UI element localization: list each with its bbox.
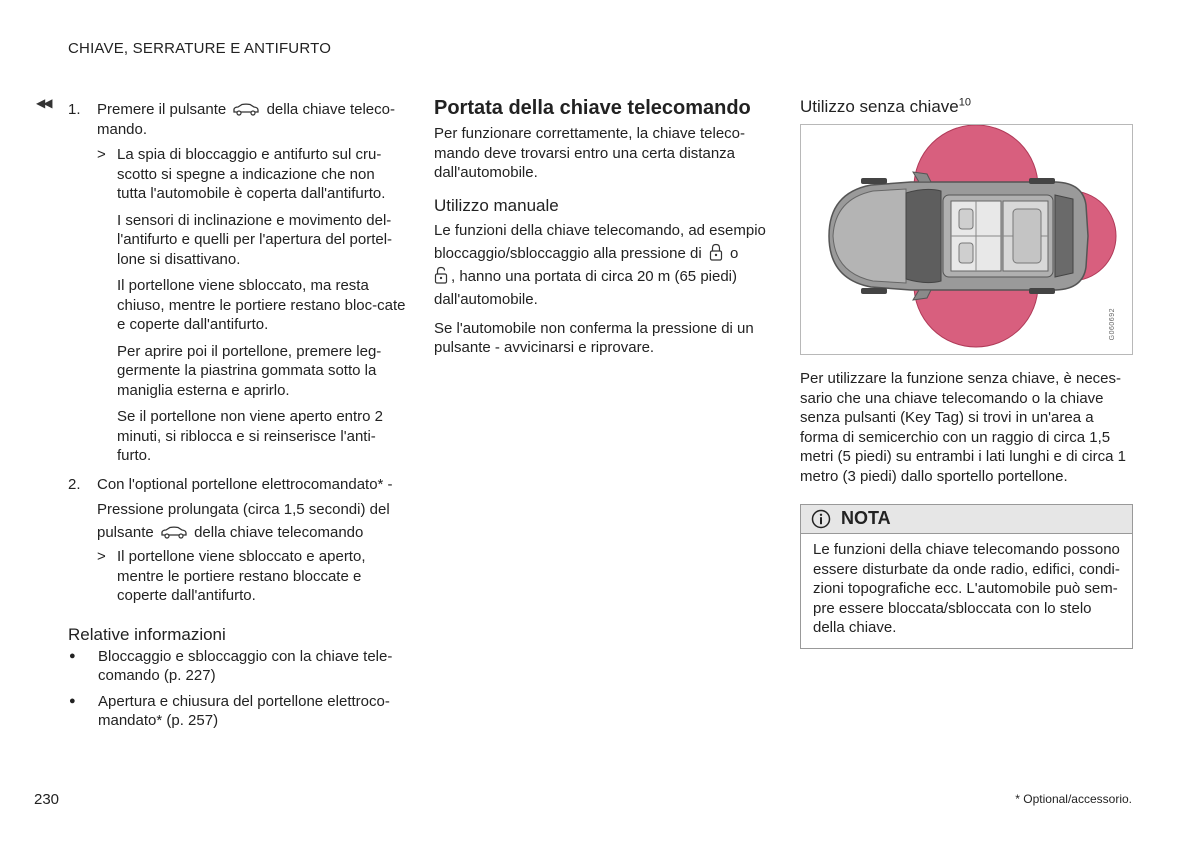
- keyless-range-figure: [800, 124, 1133, 355]
- page-header: CHIAVE, SERRATURE E ANTIFURTO: [68, 40, 332, 57]
- car-top-view-illustration: [801, 125, 1132, 354]
- bullet-icon: ●: [69, 694, 76, 707]
- section-intro: Per funzionare correttamente, la chiave teleco-mando deve trovarsi entro una certa distanza dall'automobile.: [434, 125, 745, 181]
- step-number: 1.: [68, 101, 81, 118]
- manual-paragraph: [434, 219, 769, 311]
- step-2-result: [97, 547, 408, 606]
- result-arrow: >: [97, 146, 106, 163]
- note-box: [800, 504, 1133, 649]
- double-left-arrow-icon[interactable]: ◀◀: [36, 96, 51, 110]
- result-text: La spia di bloccaggio e antifurto sul cru-scotto si spegne a indicazione che non tutta l'automobile è coperta dall'antifurto.: [117, 146, 386, 202]
- column-middle: [434, 96, 769, 358]
- manual-text-a: Le funzioni della chiave telecomando, ad esempio bloccaggio/sbloccaggio alla pressione di: [434, 221, 766, 262]
- step-2-text-2a: Pressione prolungata (circa 1,5 secondi) del pulsante: [97, 501, 390, 541]
- step-1-text-b: della chiave teleco-mando.: [97, 101, 395, 138]
- step-2-text-2b: della chiave telecomando: [194, 524, 364, 541]
- step-2-text-2: [97, 498, 408, 544]
- column-right: [800, 96, 1133, 649]
- footnote-ref: 10: [958, 96, 971, 109]
- result-text: Il portellone viene sbloccato e aperto, mentre le portiere restano bloccate e coperte dall'antifurto.: [117, 548, 366, 604]
- manual-paragraph-2: Se l'automobile non conferma la pressione di un pulsante - avvicinarsi e riprovare.: [434, 319, 754, 356]
- step-1-para-2: Il portellone viene sbloccato, ma resta chiuso, mentre le portiere restano bloc-cate e coperte dall'antifurto.: [117, 277, 406, 333]
- step-1-para-4: Se il portellone non viene aperto entro 2 minuti, si riblocca e si reinserisce l'anti-furto.: [117, 408, 384, 464]
- keyless-heading: [800, 96, 1133, 118]
- unlock-icon: [434, 266, 448, 284]
- step-1-para-1: I sensori di inclinazione e movimento del-l'antifurto e quelli per l'apertura del portel-lone si disattivano.: [117, 211, 393, 268]
- figure-code: G060692: [1108, 307, 1116, 340]
- step-2-text: Con l'optional portellone elettrocomandato* -: [97, 475, 393, 493]
- section-heading: Portata della chiave telecomando: [434, 97, 751, 119]
- column-left: [68, 100, 408, 731]
- info-circle-icon: [811, 509, 831, 529]
- related-item[interactable]: [68, 647, 408, 686]
- step-1-text: [97, 100, 408, 139]
- step-1-result: [97, 145, 408, 204]
- car-key-icon: [232, 103, 260, 116]
- keyless-heading-text: Utilizzo senza chiave: [800, 97, 959, 116]
- subheading-manual: Utilizzo manuale: [434, 195, 559, 215]
- related-link[interactable]: Bloccaggio e sbloccaggio con la chiave tele-comando (p. 227): [98, 647, 393, 684]
- step-1-text-a: Premere il pulsante: [97, 101, 227, 118]
- step-1-para-3: Per aprire poi il portellone, premere leg-germente la piastrina gommata sotto la maniglia esterna e aprirlo.: [117, 342, 382, 399]
- lock-icon: [709, 243, 723, 261]
- step-1: [68, 100, 408, 466]
- manual-text-c: , hanno una portata di circa 20 m (65 piedi) dall'automobile.: [434, 267, 738, 308]
- page-number: 230: [34, 791, 60, 808]
- footnote: * Optional/accessorio.: [1015, 792, 1132, 806]
- note-body: Le funzioni della chiave telecomando possono essere disturbate da onde radio, edifici, condi-zioni topografiche ecc. L'automobile può sem-pre essere bloccata/sbloccata con lo stelo della chiave.: [813, 541, 1120, 636]
- car-key-icon: [160, 526, 188, 539]
- keyless-paragraph: Per utilizzare la funzione senza chiave, è neces-sario che una chiave telecomando o la chiave senza pulsanti (Key Tag) si trovi in un'area a forma di semicerchio con un raggio di circa 1,5 metri (5 piedi) su entrambi i lati lunghi e di circa 1 metro (3 piedi) dallo sportello portellone.: [800, 370, 1126, 485]
- result-arrow: >: [97, 548, 106, 565]
- note-header: [801, 505, 1132, 534]
- bullet-icon: ●: [69, 649, 76, 662]
- note-title: NOTA: [841, 508, 891, 529]
- manual-text-b: o: [730, 244, 739, 262]
- step-number: 2.: [68, 475, 81, 493]
- step-2: [68, 475, 408, 606]
- related-link[interactable]: Apertura e chiusura del portellone elettroco-mandato* (p. 257): [98, 692, 390, 729]
- related-heading: Relative informazioni: [68, 624, 226, 644]
- related-item[interactable]: [68, 692, 408, 731]
